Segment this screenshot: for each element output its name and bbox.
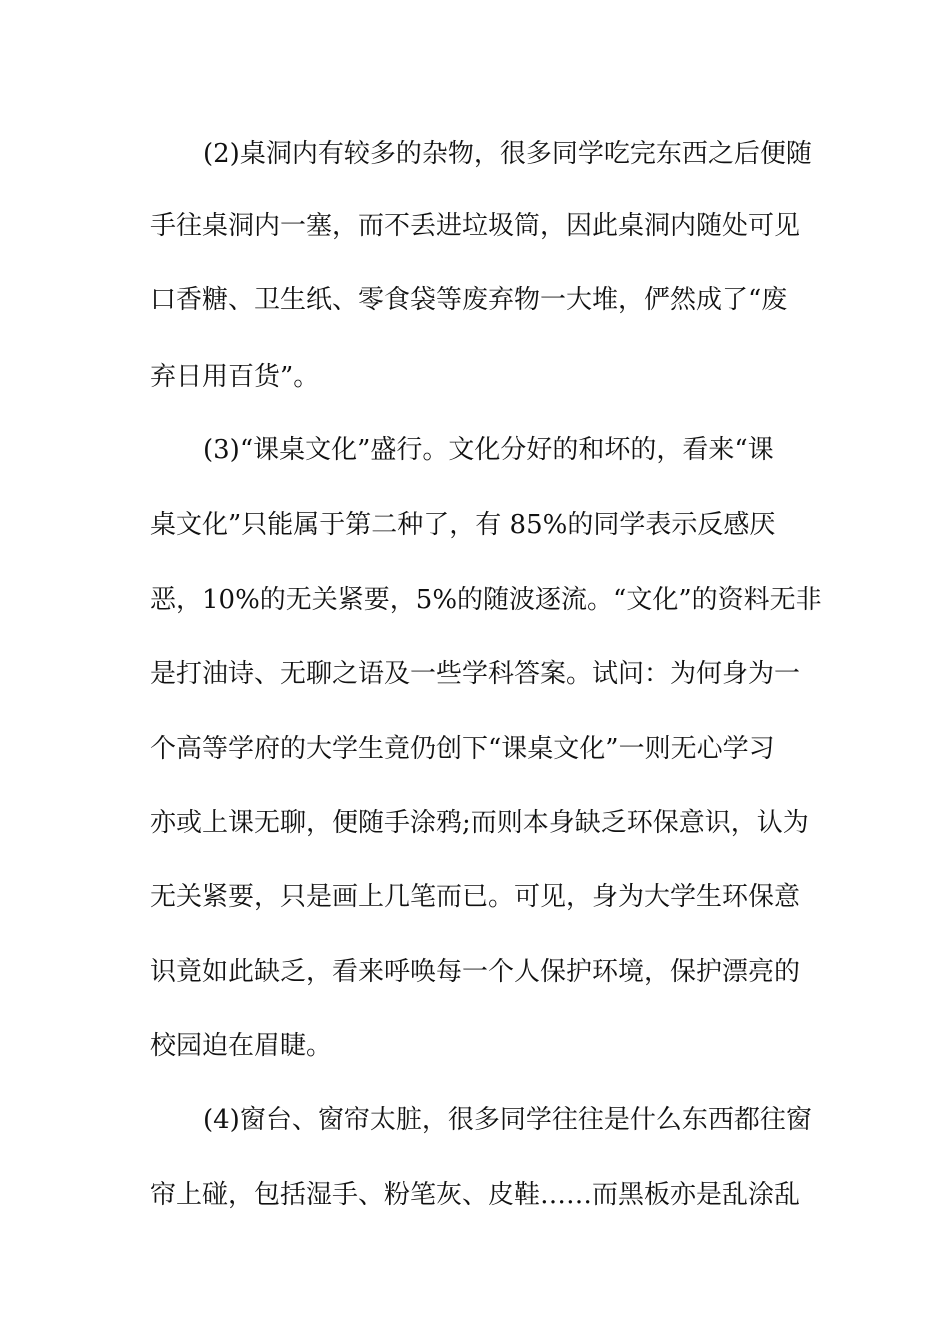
text-line: 是打油诗、无聊之语及一些学科答案。试问：为何身为一: [150, 659, 801, 689]
text-line: (2)桌洞内有较多的杂物，很多同学吃完东西之后便随: [203, 139, 812, 169]
text-line: 口香糖、卫生纸、零食袋等废弃物一大堆，俨然成了“废: [150, 285, 788, 315]
text-line: 识竟如此缺乏，看来呼唤每一个人保护环境，保护漂亮的: [150, 957, 801, 987]
text-line: 恶，10%的无关紧要，5%的随波逐流。“文化”的资料无非: [150, 585, 822, 615]
text-line: 桌文化”只能属于第二种了，有 85%的同学表示反感厌: [150, 510, 776, 540]
text-line: 亦或上课无聊，便随手涂鸦;而则本身缺乏环保意识，认为: [150, 808, 809, 838]
text-line: 校园迫在眉睫。: [150, 1031, 333, 1061]
text-line: 无关紧要，只是画上几笔而已。可见，身为大学生环保意: [150, 882, 801, 912]
text-line: 个高等学府的大学生竟仍创下“课桌文化”一则无心学习: [150, 734, 775, 764]
text-line: 帘上碰，包括湿手、粉笔灰、皮鞋……而黑板亦是乱涂乱: [150, 1180, 801, 1210]
text-line: (4)窗台、窗帘太脏，很多同学往往是什么东西都往窗: [203, 1105, 812, 1135]
text-line: 弃日用百货”。: [150, 362, 320, 392]
text-line: 手往桌洞内一塞，而不丢进垃圾筒，因此桌洞内随处可见: [150, 211, 801, 241]
text-line: (3)“课桌文化”盛行。文化分好的和坏的，看来“课: [203, 435, 774, 465]
